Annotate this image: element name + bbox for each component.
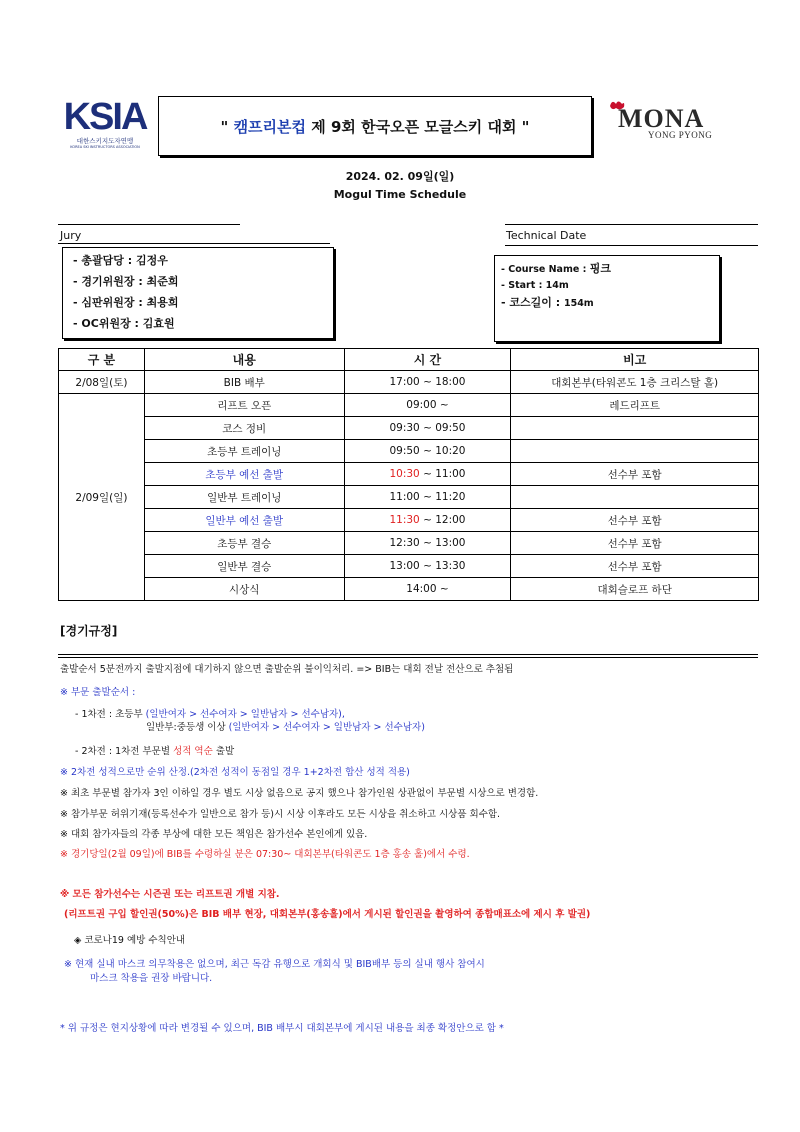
time-cell	[344, 394, 511, 417]
content-cell: 초등부 예선 출발	[144, 463, 344, 486]
schedule-table	[58, 348, 759, 601]
rule-line: ※ 경기당일(2월 09일)에 BIB를 수령하실 분은 07:30~ 대회본부(타워콘도 1층 홍송 홀)에서 수령.	[60, 849, 470, 860]
header-category: 구 분	[59, 349, 145, 371]
title-prefix: "	[220, 117, 234, 136]
content-cell: 코스 정비	[144, 417, 344, 440]
time-cell	[344, 440, 511, 463]
rule-line: ※ 모든 참가선수는 시즌권 또는 리프트권 개별 지참.	[60, 889, 280, 900]
time-start: 09:00	[406, 399, 437, 411]
table-row	[59, 417, 759, 440]
rule-line	[75, 743, 234, 757]
time-end: ~ 11:20	[419, 491, 466, 503]
time-end: ~ 10:20	[419, 445, 466, 457]
jury-box	[62, 247, 334, 339]
header-note: 비고	[511, 349, 759, 371]
table-row	[59, 371, 759, 394]
note-cell: 선수부 포함	[511, 555, 759, 578]
day-cell: 2/09일(일)	[59, 394, 145, 601]
time-cell	[344, 509, 511, 532]
table-row	[59, 486, 759, 509]
rule-line: * 위 규정은 현지상황에 따라 변경될 수 있으며, BIB 배부시 대회본부에 게시된 내용을 최종 확정안으로 함 *	[60, 1023, 504, 1034]
ksia-logo	[62, 97, 148, 159]
time-cell	[344, 417, 511, 440]
time-start: 11:00	[389, 491, 420, 503]
technical-underline	[505, 245, 758, 246]
ksia-logo-subtitle-en: KOREA SKI INSTRUCTORS ASSOCIATION	[70, 145, 140, 149]
rule-part: 일반부:중등생 이상	[146, 722, 229, 733]
technical-label: Technical Date	[506, 229, 587, 242]
content-cell: 일반부 예선 출발	[144, 509, 344, 532]
time-end: ~	[436, 399, 449, 411]
time-cell	[344, 486, 511, 509]
jury-underline	[58, 243, 330, 244]
rule-part: - 2차전 : 1차전 부문별	[75, 746, 174, 757]
event-date: 2024. 02. 09일(일)	[345, 170, 455, 183]
time-start: 14:00	[406, 583, 437, 595]
note-cell	[511, 486, 759, 509]
title-accent: 캠프리본컵	[233, 117, 307, 136]
jury-item: - 경기위원장 : 최준희	[73, 275, 179, 288]
rule-part: (일반여자 > 선수여자 > 일반남자 > 선수남자),	[145, 709, 345, 720]
table-header-row	[59, 349, 759, 371]
rule-line: ※ 대회 참가자들의 각종 부상에 대한 모든 책임은 참가선수 본인에게 있음.	[60, 829, 368, 840]
time-start: 09:50	[389, 445, 420, 457]
table-row	[59, 555, 759, 578]
time-end: ~ 13:30	[419, 560, 466, 572]
note-cell: 레드리프트	[511, 394, 759, 417]
time-end: ~ 11:00	[419, 468, 466, 480]
event-title-box	[158, 96, 592, 156]
course-name-label: - Course Name :	[501, 264, 590, 275]
content-cell: 리프트 오픈	[144, 394, 344, 417]
mona-yongpyong-logo	[608, 98, 718, 148]
time-end: ~ 13:00	[419, 537, 466, 549]
jury-item: - 심판위원장 : 최용희	[73, 296, 179, 309]
time-start: 13:00	[389, 560, 420, 572]
rule-line: ◈ 코로나19 예방 수칙안내	[74, 935, 186, 946]
table-row	[59, 532, 759, 555]
rule-line	[146, 719, 425, 733]
table-row	[59, 509, 759, 532]
table-row	[59, 440, 759, 463]
time-start: 11:30	[389, 514, 420, 526]
start-info: - Start : 14m	[501, 280, 569, 291]
rule-line: 출발순서 5분전까지 출발지점에 대기하지 않으면 출발순위 불이익처리. => BIB는 대회 전날 전산으로 추첨됨	[60, 664, 514, 675]
schedule-subtitle: Mogul Time Schedule	[333, 188, 467, 201]
table-row	[59, 578, 759, 601]
rule-line: ※ 최초 부문별 참가자 3인 이하일 경우 별도 시상 없음으로 공지 했으나 참가인원 상관없이 부문별 시상으로 변경함.	[60, 788, 539, 799]
note-cell	[511, 417, 759, 440]
technical-box	[494, 255, 720, 342]
time-start: 09:30	[389, 422, 420, 434]
rules-divider-bottom	[58, 657, 758, 658]
rules-title: [경기규정]	[60, 624, 118, 638]
rule-part: (일반여자 > 선수여자 > 일반남자 > 선수남자)	[228, 722, 425, 733]
jury-item: - OC위원장 : 김효원	[73, 317, 175, 330]
rule-part: - 1차전 : 초등부	[75, 709, 146, 720]
rule-line: ※ 2차전 성적으로만 순위 산정.(2차전 성적이 동점일 경우 1+2차전 합산 성적 적용)	[60, 767, 410, 778]
rule-part: 출발	[212, 746, 235, 757]
time-cell: 17:00 ~ 18:00	[344, 371, 511, 394]
day-cell: 2/08일(토)	[59, 371, 145, 394]
content-cell: BIB 배부	[144, 371, 344, 394]
time-cell	[344, 532, 511, 555]
time-cell	[344, 463, 511, 486]
rule-part: 성적 역순	[173, 746, 213, 757]
divider-right	[505, 224, 758, 225]
rules-divider-top	[58, 654, 758, 655]
rule-line: (리프트권 구입 할인권(50%)은 BIB 배부 현장, 대회본부(홍송홀)에서 게시된 할인권을 촬영하여 종합매표소에 제시 후 발권)	[64, 909, 591, 920]
note-cell: 선수부 포함	[511, 509, 759, 532]
content-cell: 시상식	[144, 578, 344, 601]
note-cell: 대회본부(타워콘도 1층 크리스탈 홀)	[511, 371, 759, 394]
rule-line: 마스크 착용을 권장 바랍니다.	[90, 973, 213, 984]
rule-line: ※ 현재 실내 마스크 의무착용은 없으며, 최근 독감 유행으로 개회식 및 BIB배부 등의 실내 행사 참여시	[64, 959, 485, 970]
rule-line	[75, 706, 345, 720]
course-length-value: 154m	[563, 298, 594, 309]
yongpyong-text: YONG PYONG	[648, 130, 713, 140]
note-cell: 선수부 포함	[511, 532, 759, 555]
header-content: 내용	[144, 349, 344, 371]
note-cell: 대회슬로프 하단	[511, 578, 759, 601]
jury-item: - 총괄담당 : 김정우	[73, 254, 168, 267]
table-row	[59, 394, 759, 417]
title-rest: 제 9회 한국오픈 모글스키 대회 "	[306, 117, 530, 136]
note-cell	[511, 440, 759, 463]
course-name-value: 핑크	[589, 262, 611, 275]
content-cell: 초등부 트레이닝	[144, 440, 344, 463]
ksia-logo-text: KSIA	[63, 96, 147, 138]
time-end: ~ 09:50	[419, 422, 466, 434]
time-cell	[344, 578, 511, 601]
time-end: ~	[436, 583, 449, 595]
time-start: 10:30	[389, 468, 420, 480]
ksia-logo-subtitle: 대한스키지도자연맹	[76, 137, 134, 145]
time-start: 12:30	[389, 537, 420, 549]
event-title	[221, 116, 530, 137]
course-length	[495, 294, 719, 311]
rule-line: ※ 부문 출발순서 :	[60, 687, 136, 698]
time-end: ~ 12:00	[419, 514, 466, 526]
divider-left	[58, 224, 240, 225]
course-name	[495, 260, 719, 277]
note-cell: 선수부 포함	[511, 463, 759, 486]
content-cell: 일반부 트레이닝	[144, 486, 344, 509]
time-cell	[344, 555, 511, 578]
course-length-label: - 코스길이 :	[501, 296, 564, 309]
jury-label: Jury	[60, 229, 82, 242]
content-cell: 초등부 결승	[144, 532, 344, 555]
content-cell: 일반부 결승	[144, 555, 344, 578]
table-row	[59, 463, 759, 486]
rule-line: ※ 참가부문 허위기재(등록선수가 일반으로 참가 등)시 시상 이후라도 모든 시상을 취소하고 시상품 회수함.	[60, 809, 501, 820]
header-time: 시 간	[344, 349, 511, 371]
mona-text: MONA	[618, 104, 705, 133]
